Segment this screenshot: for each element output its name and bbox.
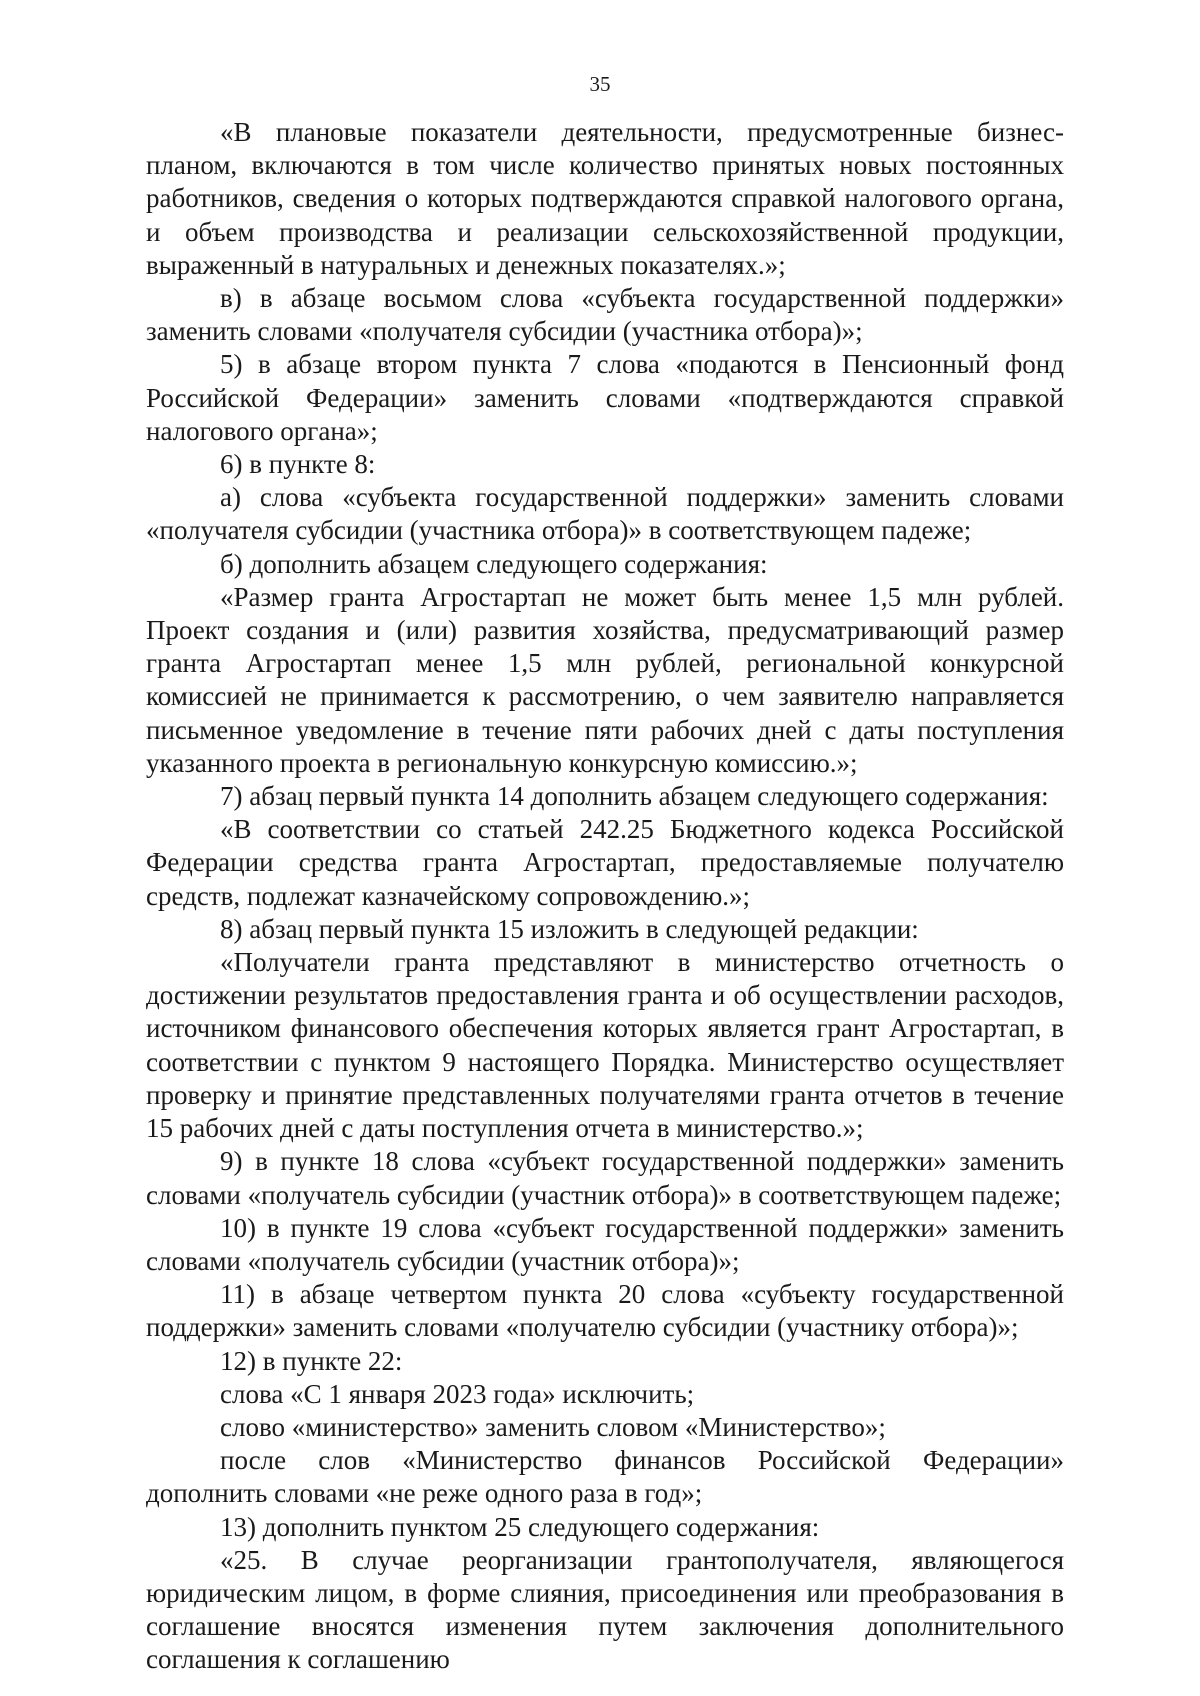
paragraph-item-12-add: после слов «Министерство финансов Российской Федерации» дополнить словами «не реже одного раза в год»; [146, 1445, 1064, 1509]
paragraph-item-25-reorganization: «25. В случае реорганизации грантополучателя, являющегося юридическим лицом, в форме слияния, присоединения или преобразования в соглашение вносятся изменения путем заключения дополнительного соглашения к соглашению [146, 1544, 1064, 1675]
paragraph-item-6b: б) дополнить абзацем следующего содержания: [220, 548, 768, 579]
paragraph-item-11: 11) в абзаце четвертом пункта 20 слова «субъекту государственной поддержки» заменить словами «получателю субсидии (участнику отбора)»; [146, 1279, 1064, 1343]
paragraph-grant-reporting: «Получатели гранта представляют в министерство отчетность о достижении результатов предоставления гранта и об осуществлении расходов, источником финансового обеспечения которых является грант Агростартап, в соответствии с пунктом 9 настоящего Порядка. Министерство осуществляет проверку и принятие представленных получателями гранта отчетов в течение 15 рабочих дней с даты поступления отчета в министерство.»; [146, 947, 1064, 1144]
paragraph-business-plan-indicators: «В плановые показатели деятельности, предусмотренные бизнес-планом, включаются в том числе количество принятых новых постоянных работников, сведения о которых подтверждаются справкой налогового органа, и объем производства и реализации сельскохозяйственной продукции, выраженный в натуральных и денежных показателях.»; [146, 117, 1064, 280]
paragraph-item-6a: а) слова «субъекта государственной поддержки» заменить словами «получателя субсидии (участника отбора)» в соответствующем падеже; [146, 482, 1064, 546]
paragraph-grant-size: «Размер гранта Агростартап не может быть менее 1,5 млн рублей. Проект создания и (или) развития хозяйства, предусматривающий размер гранта Агростартап менее 1,5 млн рублей, региональной конкурсной комиссией не принимается к рассмотрению, о чем заявителю направляется письменное уведомление в течение пяти рабочих дней с даты поступления указанного проекта в региональную конкурсную комиссию.»; [146, 581, 1064, 778]
paragraph-item-v: в) в абзаце восьмом слова «субъекта государственной поддержки» заменить словами «получателя субсидии (участника отбора)»; [146, 283, 1064, 347]
paragraph-item-10: 10) в пункте 19 слова «субъект государственной поддержки» заменить словами «получатель субсидии (участник отбора)»; [146, 1212, 1064, 1276]
paragraph-item-12-exclude: слова «С 1 января 2023 года» исключить; [220, 1378, 695, 1409]
paragraph-item-6: 6) в пункте 8: [220, 449, 376, 480]
paragraph-item-12: 12) в пункте 22: [220, 1345, 403, 1376]
paragraph-item-7: 7) абзац первый пункта 14 дополнить абзацем следующего содержания: [220, 781, 1049, 812]
paragraph-item-5: 5) в абзаце втором пункта 7 слова «подаются в Пенсионный фонд Российской Федерации» заменить словами «подтверждаются справкой налогового органа»; [146, 349, 1064, 446]
paragraph-item-12-replace: слово «министерство» заменить словом «Министерство»; [220, 1411, 886, 1442]
paragraph-item-13: 13) дополнить пунктом 25 следующего содержания: [220, 1511, 820, 1542]
page-number: 35 [589, 72, 611, 96]
document-body [146, 116, 1064, 1677]
paragraph-item-9: 9) в пункте 18 слова «субъект государственной поддержки» заменить словами «получатель субсидии (участник отбора)» в соответствующем падеже; [146, 1146, 1064, 1210]
paragraph-treasury-support: «В соответствии со статьей 242.25 Бюджетного кодекса Российской Федерации средства гранта Агростартап, предоставляемые получателю средств, подлежат казначейскому сопровождению.»; [146, 814, 1064, 911]
paragraph-item-8: 8) абзац первый пункта 15 изложить в следующей редакции: [220, 913, 919, 944]
